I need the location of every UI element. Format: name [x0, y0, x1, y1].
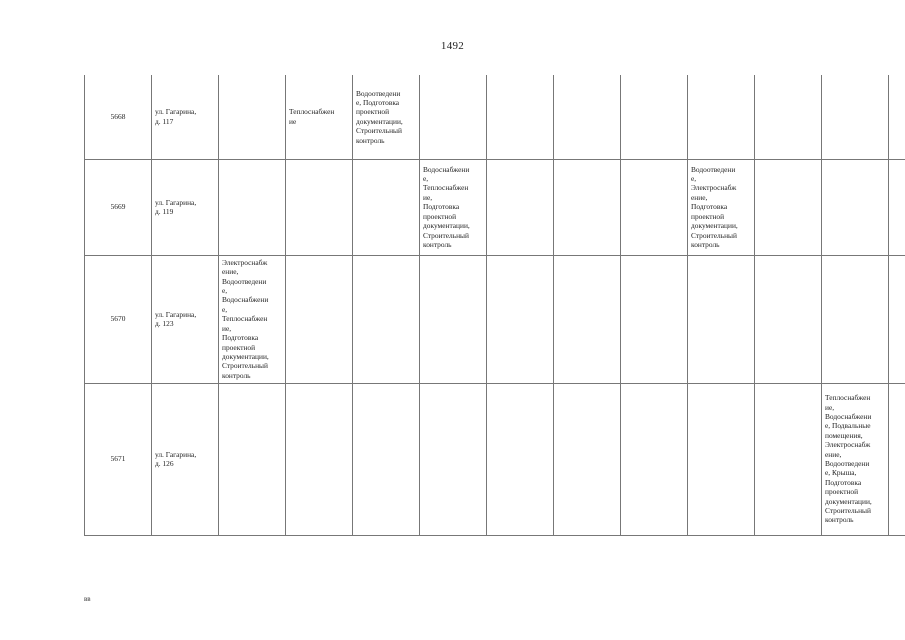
work-cell: [889, 159, 905, 255]
row-number-cell: 5670: [85, 255, 152, 383]
work-cell: [554, 75, 621, 159]
work-cell: [889, 75, 905, 159]
address-cell: ул. Гагарина, д. 123: [152, 255, 219, 383]
address-cell: ул. Гагарина, д. 119: [152, 159, 219, 255]
table-row: [85, 159, 905, 255]
address-cell: ул. Гагарина, д. 117: [152, 75, 219, 159]
work-cell: [219, 159, 286, 255]
work-cell: [286, 383, 353, 535]
works-table: [84, 75, 905, 536]
work-cell: Электроснабж ение, Водоотведени е, Водоснабжени е, Теплоснабжен ие, Подготовка проектной документации, Строительный контроль: [219, 255, 286, 383]
row-number-cell: 5671: [85, 383, 152, 535]
work-cell: [621, 75, 688, 159]
row-number-cell: 5668: [85, 75, 152, 159]
work-cell: [755, 159, 822, 255]
work-cell: [219, 75, 286, 159]
work-cell: [554, 255, 621, 383]
footer-mark: вв: [84, 595, 91, 603]
work-cell: [755, 255, 822, 383]
row-number-cell: 5669: [85, 159, 152, 255]
work-cell: [487, 159, 554, 255]
table-row: [85, 383, 905, 535]
work-cell: [688, 255, 755, 383]
work-cell: [822, 159, 889, 255]
work-cell: [621, 159, 688, 255]
work-cell: [420, 75, 487, 159]
work-cell: Водоснабжени е, Теплоснабжен ие, Подготовка проектной документации, Строительный контроль: [420, 159, 487, 255]
address-cell: ул. Гагарина, д. 126: [152, 383, 219, 535]
page-number: 1492: [440, 40, 465, 52]
work-cell: [487, 75, 554, 159]
work-cell: [889, 383, 905, 535]
work-cell: [688, 75, 755, 159]
work-cell: [353, 383, 420, 535]
table-row: [85, 255, 905, 383]
work-cell: [554, 383, 621, 535]
work-cell: [889, 255, 905, 383]
work-cell: [353, 255, 420, 383]
work-cell: [822, 255, 889, 383]
work-cell: [487, 383, 554, 535]
work-cell: [487, 255, 554, 383]
work-cell: [755, 383, 822, 535]
work-cell: [822, 75, 889, 159]
work-cell: [353, 159, 420, 255]
work-cell: [621, 255, 688, 383]
work-cell: Теплоснабжен ие, Водоснабжени е, Подвальные помещения, Электроснабж ение, Водоотведени е, Крыша, Подготовка проектной документации, Строительный контроль: [822, 383, 889, 535]
work-cell: [420, 255, 487, 383]
table-row: [85, 75, 905, 159]
work-cell: [286, 159, 353, 255]
work-cell: Теплоснабжен ие: [286, 75, 353, 159]
work-cell: [420, 383, 487, 535]
work-cell: [688, 383, 755, 535]
work-cell: [286, 255, 353, 383]
work-cell: [755, 75, 822, 159]
work-cell: [621, 383, 688, 535]
work-cell: Водоотведени е, Электроснабж ение, Подготовка проектной документации, Строительный контроль: [688, 159, 755, 255]
work-cell: [219, 383, 286, 535]
work-cell: Водоотведени е, Подготовка проектной документации, Строительный контроль: [353, 75, 420, 159]
work-cell: [554, 159, 621, 255]
